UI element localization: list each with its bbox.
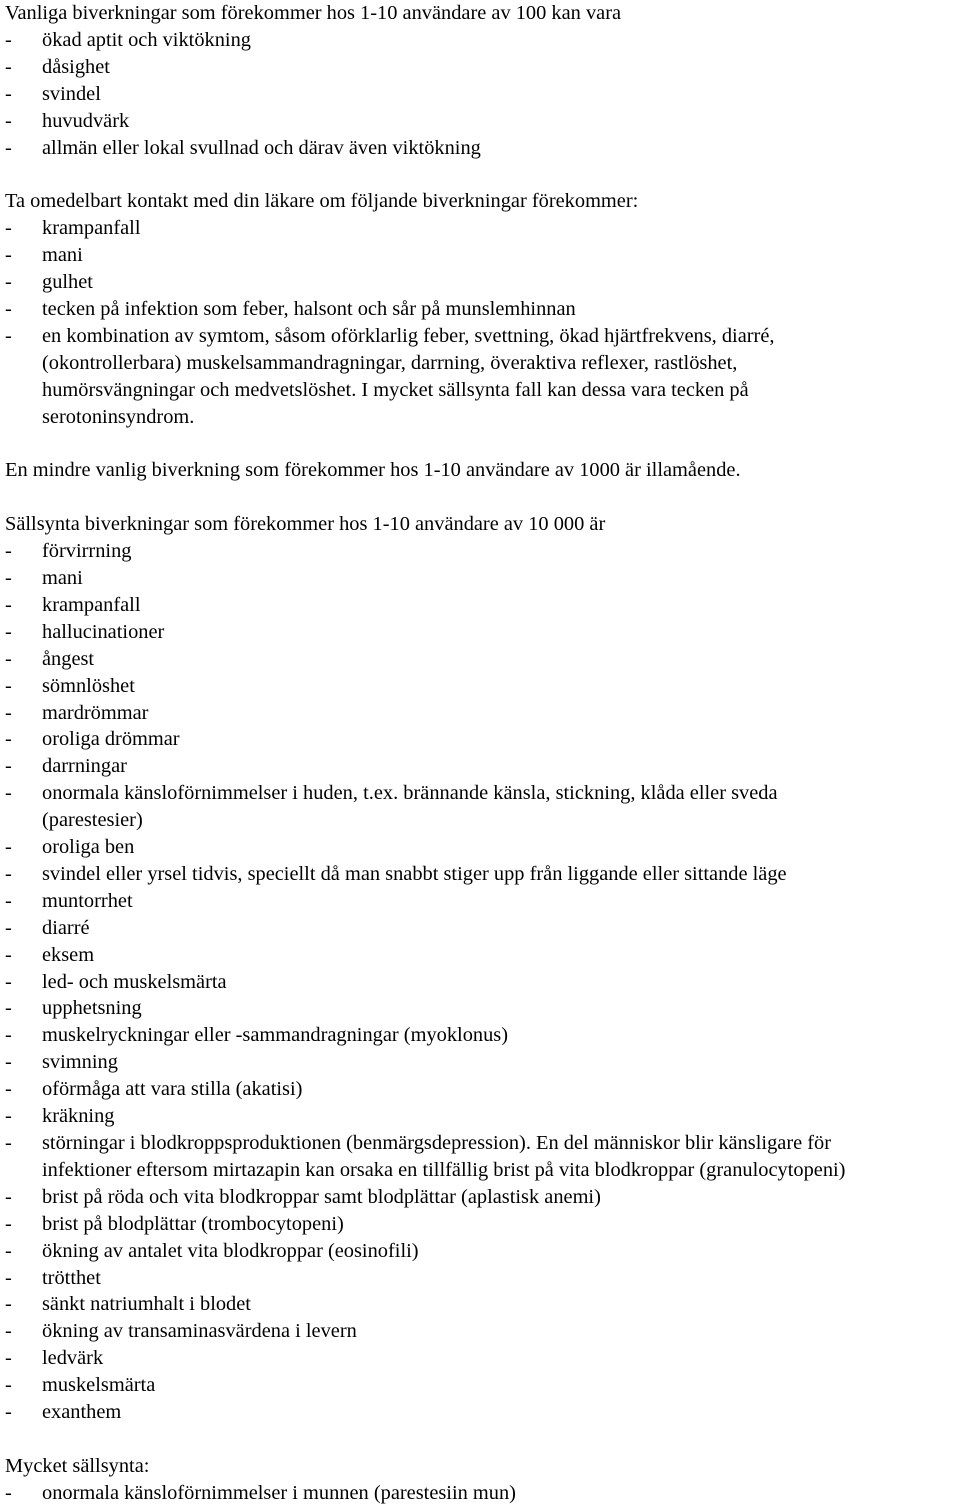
bullet-dash: - (5, 1051, 12, 1074)
bullet-dash: - (5, 244, 12, 267)
list-item-text: brist på röda och vita blodkroppar samt blodplättar (aplastisk anemi) (42, 1185, 601, 1208)
bullet-dash: - (5, 836, 12, 859)
list-item-text: sänkt natriumhalt i blodet (42, 1293, 251, 1316)
list-item-text: muntorrhet (42, 889, 133, 912)
list-item-text: onormala känsloförnimmelser i munnen (parestesiin mun) (42, 1481, 516, 1504)
list-item (5, 1318, 960, 1345)
bullet-dash: - (5, 82, 12, 105)
bullet-dash: - (5, 1105, 12, 1128)
list-item: - ökad aptit och viktökning (5, 27, 960, 54)
bullet-dash: - (5, 1078, 12, 1101)
list-item (5, 888, 960, 915)
common-list (5, 27, 960, 162)
list-item (5, 834, 960, 861)
list-item (5, 942, 960, 969)
contact-doctor-list (5, 215, 960, 430)
bullet-dash: - (5, 271, 12, 294)
list-item-text: ledvärk (42, 1347, 104, 1370)
list-item (5, 726, 960, 753)
list-item (5, 1103, 960, 1130)
bullet-dash: - (5, 55, 12, 78)
list-item (5, 538, 960, 565)
bullet-dash: - (5, 943, 12, 966)
bullet-dash: - (5, 755, 12, 778)
bullet-dash: - (5, 1320, 12, 1343)
list-item (5, 1399, 960, 1426)
list-item: - allmän eller lokal svullnad och därav även viktökning (5, 135, 960, 162)
bullet-dash: - (5, 1374, 12, 1397)
list-item-text: muskelryckningar eller -sammandragningar (myoklonus) (42, 1024, 509, 1047)
list-item-text: (parestesier) (42, 809, 143, 832)
bullet-dash: - (5, 889, 12, 912)
list-item (5, 1022, 960, 1049)
bullet-dash: - (5, 593, 12, 616)
bullet-dash: - (5, 862, 12, 885)
bullet-dash: - (5, 1401, 12, 1424)
list-item (5, 700, 960, 727)
list-item-text: hallucinationer (42, 620, 165, 643)
bullet-dash: - (5, 109, 12, 132)
bullet-dash: - (5, 997, 12, 1020)
contact-doctor-heading: Ta omedelbart kontakt med din läkare om följande biverkningar förekommer: (5, 190, 639, 213)
paragraph-gap (5, 484, 960, 511)
list-item: - gulhet (5, 269, 960, 296)
common-heading: Vanliga biverkningar som förekommer hos 1-10 användare av 100 kan vara (5, 2, 622, 24)
bullet-dash: - (5, 1347, 12, 1370)
list-item-text: diarré (42, 916, 90, 939)
list-item-text: infektioner eftersom mirtazapin kan orsaka en tillfällig brist på vita blodkroppar (granulocytopeni) (42, 1158, 846, 1181)
list-item-text: eksem (42, 943, 95, 966)
list-item-text: darrningar (42, 755, 127, 778)
list-item: - huvudvärk (5, 108, 960, 135)
bullet-dash: - (5, 217, 12, 240)
list-item-text: led- och muskelsmärta (42, 970, 227, 993)
bullet-dash: - (5, 1266, 12, 1289)
list-item (5, 915, 960, 942)
list-item-text: svindel eller yrsel tidvis, speciellt då man snabbt stiger upp från liggande eller sittande läge (42, 862, 787, 885)
bullet-dash: - (5, 1185, 12, 1208)
bullet-dash: - (5, 1293, 12, 1316)
list-item (5, 1480, 960, 1507)
paragraph-gap (5, 161, 960, 188)
list-item (5, 1130, 960, 1184)
list-item (5, 861, 960, 888)
bullet-dash: - (5, 297, 12, 320)
list-item: - en kombination av symtom, såsom oförklarlig feber, svettning, ökad hjärtfrekvens, diarré, (okontrollerbara) muskelsammandragningar, darrning, överaktiva reflexer, rastlöshet, humörsvängningar och medvetslöshet. I mycket sällsynta fall kan dessa vara tecken på serotoninsyndrom. (5, 324, 775, 428)
bullet-dash: - (5, 647, 12, 670)
bullet-dash: - (5, 566, 12, 589)
list-item-text: krampanfall (42, 593, 141, 616)
list-item (5, 753, 960, 780)
bullet-dash: - (5, 1239, 12, 1262)
very-rare-heading: Mycket sällsynta: (5, 1454, 150, 1477)
bullet-dash: - (5, 782, 12, 805)
list-item (5, 619, 960, 646)
very-rare-list (5, 1480, 960, 1507)
list-item: - krampanfall (5, 215, 960, 242)
list-item (5, 1076, 960, 1103)
list-item (5, 1265, 960, 1292)
document-body (5, 0, 960, 1507)
list-item-text: ökning av antalet vita blodkroppar (eosinofili) (42, 1239, 419, 1262)
list-item-text: trötthet (42, 1266, 101, 1289)
bullet-dash: - (5, 674, 12, 697)
list-item: - tecken på infektion som feber, halsont och sår på munslemhinnan (5, 296, 960, 323)
list-item (5, 1291, 960, 1318)
list-item (5, 969, 960, 996)
bullet-dash: - (5, 1132, 12, 1155)
list-item (5, 1372, 960, 1399)
list-item (5, 995, 960, 1022)
rare-heading: Sällsynta biverkningar som förekommer hos 1-10 användare av 10 000 är (5, 513, 606, 536)
list-item: - dåsighet (5, 54, 960, 81)
list-item (5, 673, 960, 700)
bullet-dash: - (5, 916, 12, 939)
list-item-text: brist på blodplättar (trombocytopeni) (42, 1212, 344, 1235)
list-item (5, 592, 960, 619)
list-item: - mani (5, 242, 960, 269)
list-item-text: oförmåga att vara stilla (akatisi) (42, 1078, 303, 1101)
list-item-text: svimning (42, 1051, 118, 1074)
list-item (5, 780, 960, 834)
paragraph-gap (5, 1426, 960, 1453)
bullet-dash: - (5, 540, 12, 563)
bullet-dash: - (5, 324, 12, 347)
paragraph-gap (5, 430, 960, 457)
bullet-dash: - (5, 701, 12, 724)
list-item (5, 1049, 960, 1076)
list-item (5, 1238, 960, 1265)
list-item-text: exanthem (42, 1401, 122, 1424)
list-item-text: störningar i blodkroppsproduktionen (benmärgsdepression). En del människor blir känsligare för (42, 1132, 832, 1155)
list-item (5, 1345, 960, 1372)
list-item: - svindel (5, 81, 960, 108)
bullet-dash: - (5, 728, 12, 751)
list-item-text: ökning av transaminasvärdena i levern (42, 1320, 357, 1343)
list-item-text: oroliga drömmar (42, 728, 180, 751)
list-item-text: sömnlöshet (42, 674, 135, 697)
list-item-text: mardrömmar (42, 701, 149, 724)
uncommon-paragraph: En mindre vanlig biverkning som förekommer hos 1-10 användare av 1000 är illamående. (5, 459, 741, 482)
list-item-text: upphetsning (42, 997, 142, 1020)
bullet-dash: - (5, 1212, 12, 1235)
list-item (5, 565, 960, 592)
list-item-text: muskelsmärta (42, 1374, 156, 1397)
bullet-dash: - (5, 1024, 12, 1047)
bullet-dash: - (5, 970, 12, 993)
list-item-text: oroliga ben (42, 836, 135, 859)
bullet-dash: - (5, 1481, 12, 1504)
rare-list (5, 538, 960, 1426)
list-item (5, 1184, 960, 1211)
list-item-text: onormala känsloförnimmelser i huden, t.ex. brännande känsla, stickning, klåda eller sveda (42, 782, 778, 805)
list-item-text: kräkning (42, 1105, 115, 1128)
list-item (5, 646, 960, 673)
bullet-dash: - (5, 620, 12, 643)
list-item-text: förvirrning (42, 540, 132, 563)
list-item-text: mani (42, 566, 83, 589)
list-item-text: ångest (42, 647, 95, 670)
bullet-dash: - (5, 28, 12, 51)
bullet-dash: - (5, 136, 12, 159)
list-item (5, 1211, 960, 1238)
